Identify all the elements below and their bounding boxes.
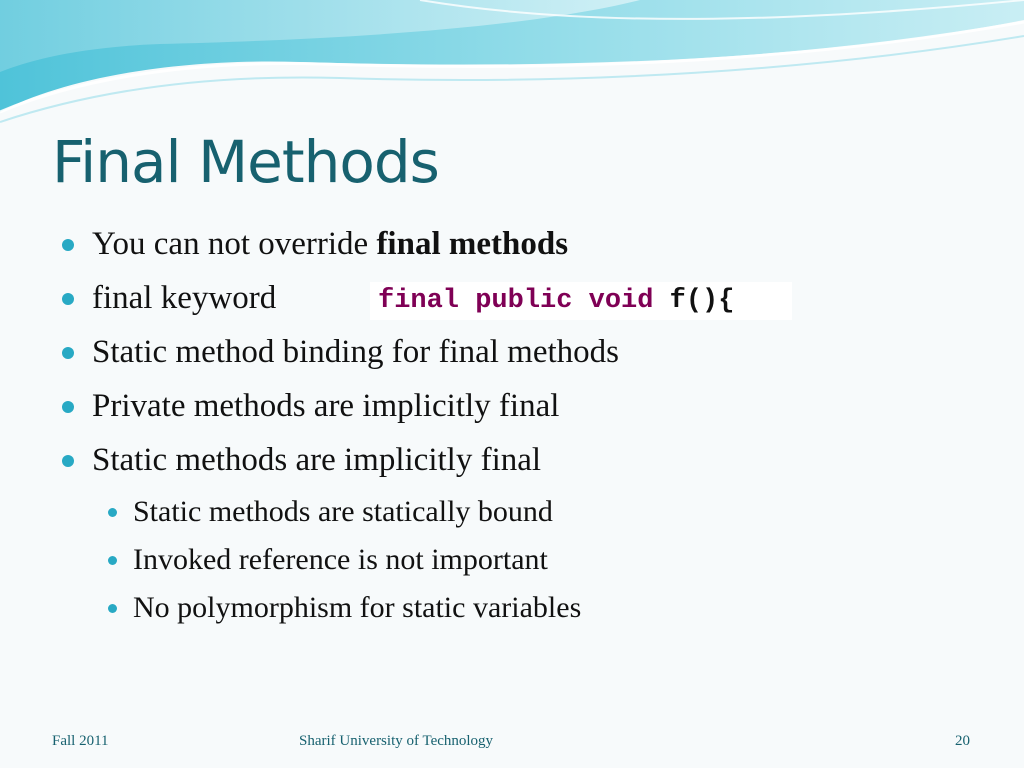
header-wave-decoration: [0, 0, 1024, 130]
code-keyword-void: void: [588, 286, 654, 316]
bullet-item: [62, 222, 1002, 276]
bullet-text: Private methods are implicitly final: [92, 388, 560, 424]
footer-date: Fall 2011: [52, 733, 109, 749]
bullet-item: [62, 384, 1002, 438]
sub-bullet-dot-icon: [108, 508, 117, 517]
code-keyword-public: public: [475, 286, 573, 316]
bullet-bold-text: final methods: [376, 226, 569, 262]
footer-institution: Sharif University of Technology: [299, 733, 494, 749]
sub-bullet-dot-icon: [108, 556, 117, 565]
bullet-dot-icon: [62, 401, 74, 413]
bullet-dot-icon: [62, 239, 74, 251]
sub-bullet-text: Invoked reference is not important: [133, 543, 548, 576]
bullet-item: [62, 330, 1002, 384]
code-keyword-final: final: [378, 286, 460, 316]
bullet-text: final keyword: [92, 280, 277, 316]
sub-bullet-text: No polymorphism for static variables: [133, 591, 582, 624]
bullet-dot-icon: [62, 293, 74, 305]
bullet-dot-icon: [62, 347, 74, 359]
bullet-item: [62, 438, 1002, 492]
sub-bullet-dot-icon: [108, 604, 117, 613]
bullet-text: Static method binding for final methods: [92, 334, 620, 370]
sub-bullet-item: [62, 588, 1002, 636]
sub-bullet-text: Static methods are statically bound: [133, 495, 553, 528]
footer-page-number: 20: [955, 733, 970, 749]
slide-title: Final Methods: [52, 128, 439, 196]
sub-bullet-item: [62, 492, 1002, 540]
code-method-signature: f(){: [669, 286, 735, 316]
bullet-dot-icon: [62, 455, 74, 467]
code-snippet: [370, 282, 792, 320]
bullet-text: Static methods are implicitly final: [92, 442, 542, 478]
bullet-text: You can not override: [92, 226, 377, 262]
sub-bullet-item: [62, 540, 1002, 588]
